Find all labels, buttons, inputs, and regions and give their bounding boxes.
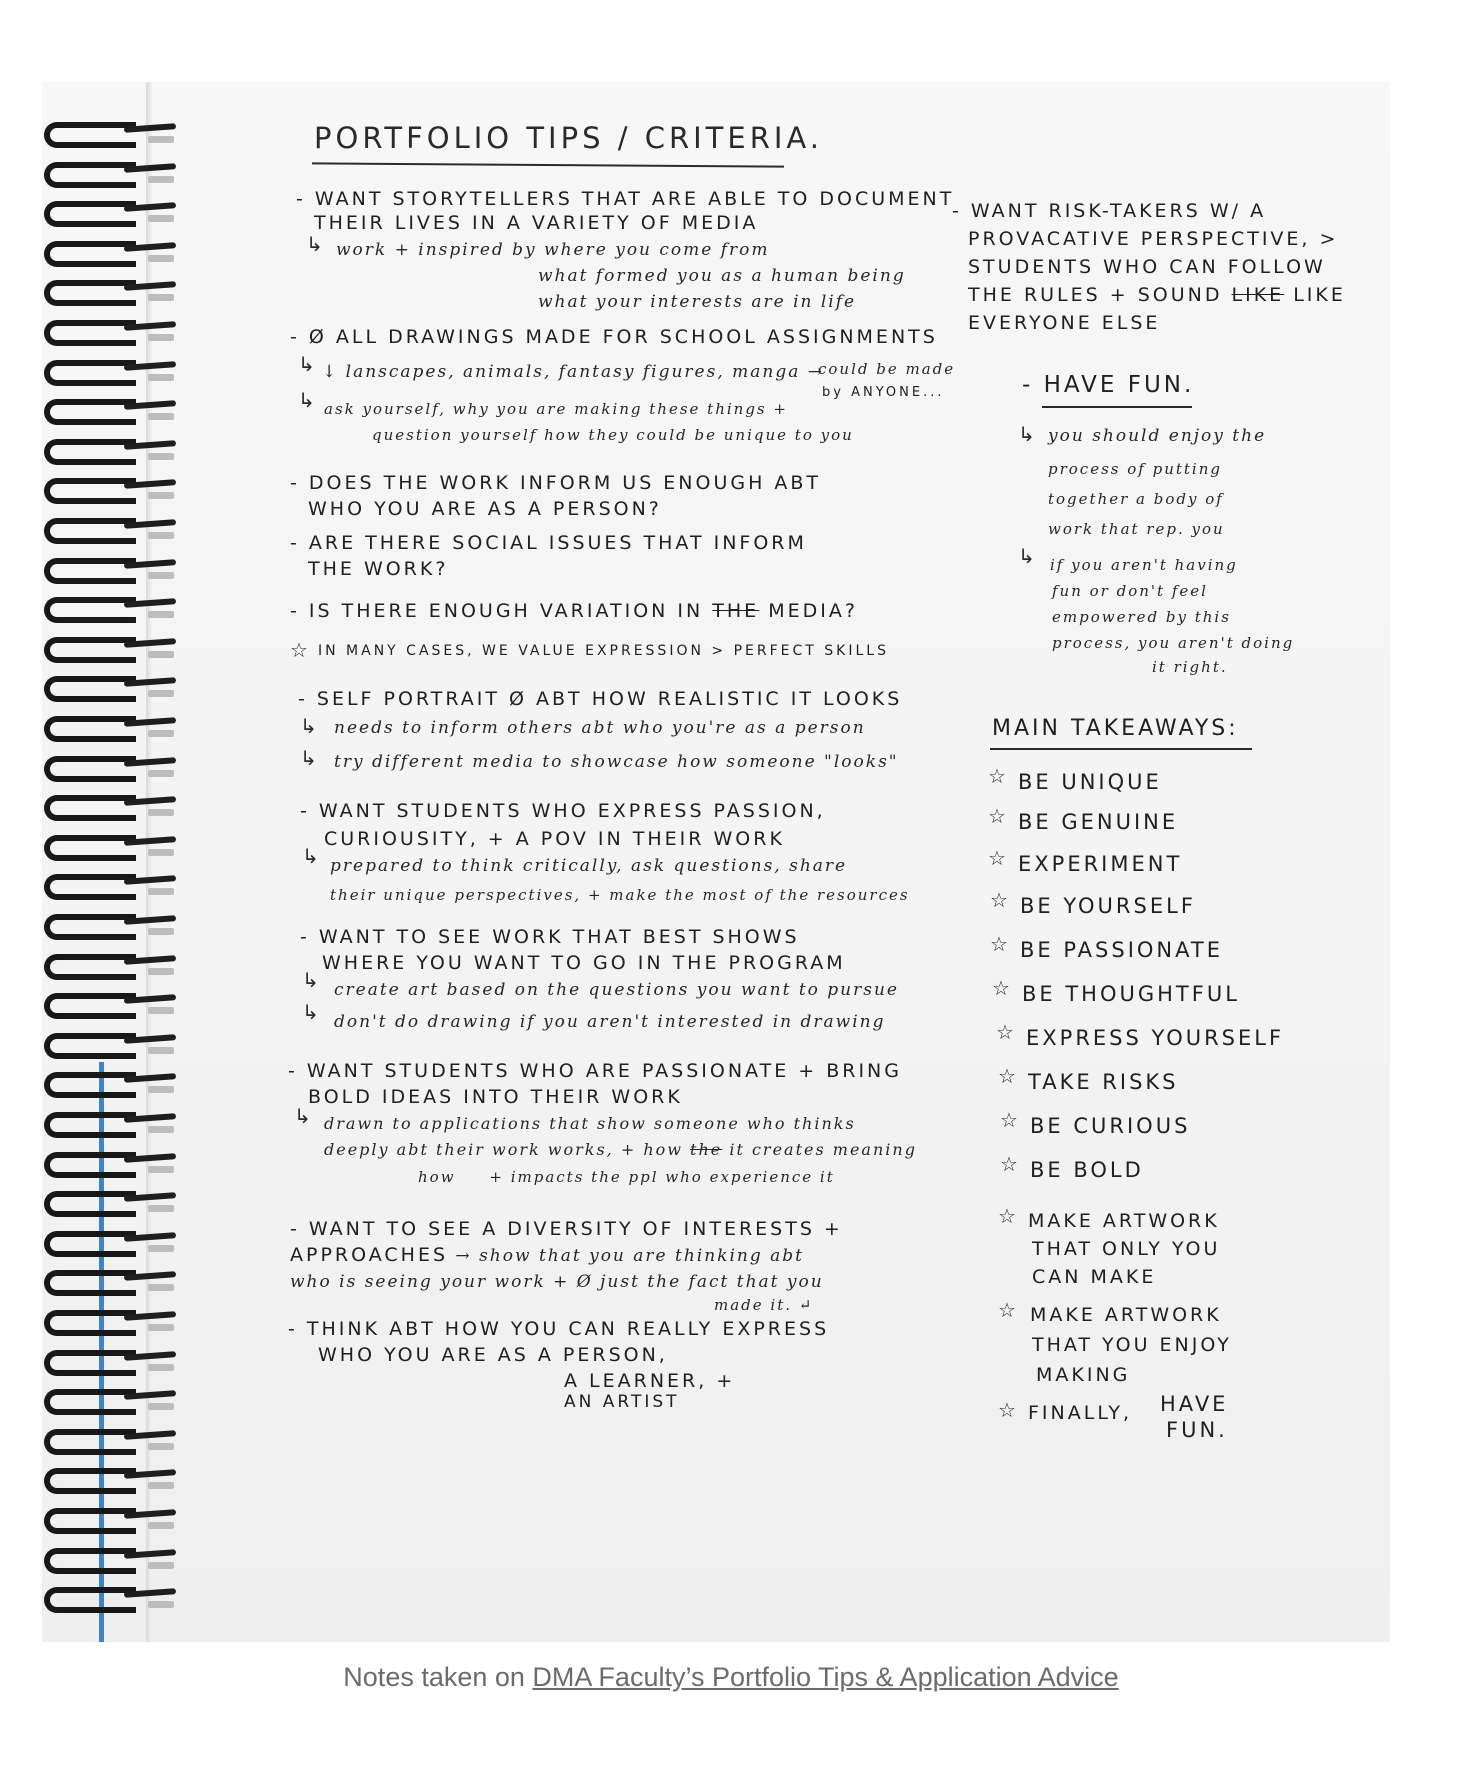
social-line2: THE WORK? (308, 558, 449, 580)
diversity-line2: APPROACHES → show that you are thinking abt (290, 1244, 805, 1266)
takeaway-multi1-line3: CAN MAKE (1032, 1266, 1157, 1288)
takeaway-item: BE BOLD (1030, 1158, 1144, 1182)
takeaway-item: EXPRESS YOURSELF (1026, 1026, 1285, 1050)
arrow-icon: ↳ (1018, 544, 1035, 568)
risk-line2: PROVACATIVE PERSPECTIVE, > (968, 228, 1339, 250)
bold-sub2: deeply abt their work works, + how the it creates meaning (324, 1140, 917, 1159)
have-fun-underline (1042, 406, 1192, 408)
bold-line2: BOLD IDEAS INTO THEIR WORK (308, 1086, 683, 1108)
takeaway-item: EXPERIMENT (1018, 852, 1183, 876)
passion-line1: - WANT STUDENTS WHO EXPRESS PASSION, (300, 800, 826, 822)
risk-line3: STUDENTS WHO CAN FOLLOW (968, 256, 1326, 278)
star-icon: ☆ (988, 804, 1006, 828)
arrow-icon: ↳ (1018, 422, 1035, 446)
passion-sub1: prepared to think critically, ask questions, share (330, 856, 848, 876)
expression-note: IN MANY CASES, WE VALUE EXPRESSION > PERFECT SKILLS (318, 643, 889, 659)
inform-line1: - DOES THE WORK INFORM US ENOUGH ABT (290, 472, 822, 494)
have-fun-heading: - HAVE FUN. (1022, 372, 1195, 398)
notebook-page (152, 82, 1390, 1642)
school-sub1: ↓ lanscapes, animals, fantasy figures, manga → (322, 362, 824, 382)
takeaway-multi2-line2: THAT YOU ENJOY (1032, 1334, 1232, 1356)
takeaway-multi1-line1: MAKE ARTWORK (1028, 1210, 1220, 1232)
program-sub1: create art based on the questions you want to pursue (334, 980, 899, 1000)
takeaway-item: TAKE RISKS (1028, 1070, 1179, 1094)
school-line1: - Ø ALL DRAWINGS MADE FOR SCHOOL ASSIGNMENTS (290, 326, 938, 348)
school-note2: by ANYONE... (822, 385, 945, 400)
fun-sub5: if you aren't having (1050, 556, 1238, 574)
star-icon: ☆ (290, 638, 308, 662)
takeaway-have: HAVE (1160, 1392, 1229, 1416)
star-icon: ☆ (998, 1204, 1016, 1228)
storytellers-sub1: work + inspired by where you come from (336, 240, 770, 260)
express-line1: - THINK ABT HOW YOU CAN REALLY EXPRESS (288, 1318, 830, 1340)
takeaway-item: BE UNIQUE (1018, 770, 1162, 794)
inform-line2: WHO YOU ARE AS A PERSON? (308, 498, 662, 520)
takeaway-item: BE YOURSELF (1020, 894, 1196, 918)
takeaways-heading: MAIN TAKEAWAYS: (992, 716, 1239, 741)
portrait-sub2: try different media to showcase how someone "looks" (334, 752, 899, 772)
program-line2: WHERE YOU WANT TO GO IN THE PROGRAM (322, 952, 846, 974)
caption-link[interactable]: DMA Faculty’s Portfolio Tips & Application Advice (532, 1662, 1119, 1692)
risk-line4: THE RULES + SOUND LIKE LIKE (968, 284, 1346, 306)
diversity-line3: who is seeing your work + Ø just the fact that you (290, 1272, 824, 1292)
fun-sub9: it right. (1152, 658, 1228, 676)
portrait-line1: - SELF PORTRAIT Ø ABT HOW REALISTIC IT LOOKS (298, 688, 903, 710)
arrow-icon: ↳ (298, 388, 315, 412)
strikethrough-word: LIKE (1231, 284, 1285, 306)
caption-prefix: Notes taken on (343, 1662, 533, 1692)
school-sub3: question yourself how they could be unique to you (372, 426, 854, 444)
arrow-icon: ↳ (294, 1104, 311, 1128)
diversity-line4: made it. ↵ (714, 1296, 814, 1314)
arrow-icon: ↳ (306, 232, 323, 256)
fun-sub4: work that rep. you (1048, 520, 1225, 538)
fun-sub2: process of putting (1048, 460, 1222, 478)
arrow-icon: ↳ (302, 968, 319, 992)
bold-sub3: how + impacts the ppl who experience it (418, 1168, 835, 1186)
takeaway-multi2-line3: MAKING (1036, 1364, 1131, 1386)
passion-line2: CURIOUSITY, + A POV IN THEIR WORK (324, 828, 785, 850)
star-icon: ☆ (1000, 1152, 1018, 1176)
social-line1: - ARE THERE SOCIAL ISSUES THAT INFORM (290, 532, 807, 554)
fun-sub3: together a body of (1048, 490, 1224, 508)
arrow-icon: ↳ (302, 1000, 319, 1024)
variation-line: - IS THERE ENOUGH VARIATION IN THE MEDIA? (290, 600, 858, 622)
passion-sub2: their unique perspectives, + make the most of the resources (330, 886, 910, 904)
risk-line1: - WANT RISK-TAKERS W/ A (952, 200, 1267, 222)
portrait-sub1: needs to inform others abt who you're as a person (334, 718, 866, 738)
star-icon: ☆ (998, 1398, 1016, 1422)
takeaways-underline (990, 748, 1252, 750)
program-sub2: don't do drawing if you aren't interested in drawing (334, 1012, 886, 1032)
star-icon: ☆ (992, 976, 1010, 1000)
star-icon: ☆ (990, 888, 1008, 912)
storytellers-line2: THEIR LIVES IN A VARIETY OF MEDIA (314, 212, 759, 234)
fun-sub6: fun or don't feel (1052, 582, 1208, 600)
risk-line5: EVERYONE ELSE (968, 312, 1161, 334)
fun-sub7: empowered by this (1052, 608, 1231, 626)
storytellers-sub3: what your interests are in life (538, 292, 857, 312)
star-icon: ☆ (990, 932, 1008, 956)
school-note1: could be made (818, 360, 956, 378)
star-icon: ☆ (998, 1298, 1016, 1322)
school-sub2: ask yourself, why you are making these things + (324, 400, 788, 418)
takeaway-item: BE CURIOUS (1030, 1114, 1191, 1138)
fun-sub8: process, you aren't doing (1052, 634, 1295, 652)
takeaway-fun: FUN. (1166, 1418, 1228, 1442)
takeaway-item: BE GENUINE (1018, 810, 1179, 834)
arrow-icon: ↳ (300, 714, 317, 738)
notebook-photo (42, 82, 1390, 1642)
title-underline (312, 162, 784, 167)
bold-sub1: drawn to applications that show someone who thinks (324, 1114, 856, 1133)
star-icon: ☆ (998, 1064, 1016, 1088)
express-line4: AN ARTIST (564, 1392, 680, 1412)
takeaway-item: BE PASSIONATE (1020, 938, 1223, 962)
diversity-line1: - WANT TO SEE A DIVERSITY OF INTERESTS + (290, 1218, 843, 1240)
storytellers-sub2: what formed you as a human being (538, 266, 906, 286)
takeaway-item: BE THOUGHTFUL (1022, 982, 1240, 1006)
image-caption (0, 1662, 1462, 1693)
bold-line1: - WANT STUDENTS WHO ARE PASSIONATE + BRING (288, 1060, 902, 1082)
arrow-icon: ↳ (298, 352, 315, 376)
program-line1: - WANT TO SEE WORK THAT BEST SHOWS (300, 926, 800, 948)
takeaway-finally: FINALLY, (1028, 1402, 1133, 1424)
strikethrough-word: the (690, 1140, 723, 1159)
express-line3: A LEARNER, + (564, 1370, 736, 1392)
star-icon: ☆ (988, 764, 1006, 788)
arrow-icon: ↳ (300, 746, 317, 770)
arrow-icon: ↳ (302, 844, 319, 868)
fun-sub1: you should enjoy the (1048, 426, 1267, 446)
star-icon: ☆ (1000, 1108, 1018, 1132)
star-icon: ☆ (988, 846, 1006, 870)
storytellers-line1: - WANT STORYTELLERS THAT ARE ABLE TO DOCUMENT (296, 188, 955, 210)
takeaway-multi1-line2: THAT ONLY YOU (1032, 1238, 1221, 1260)
strikethrough-word: THE (712, 600, 760, 622)
takeaway-multi2-line1: MAKE ARTWORK (1030, 1304, 1222, 1326)
star-icon: ☆ (996, 1020, 1014, 1044)
express-line2: WHO YOU ARE AS A PERSON, (318, 1344, 668, 1366)
page-title: PORTFOLIO TIPS / CRITERIA. (314, 121, 823, 155)
